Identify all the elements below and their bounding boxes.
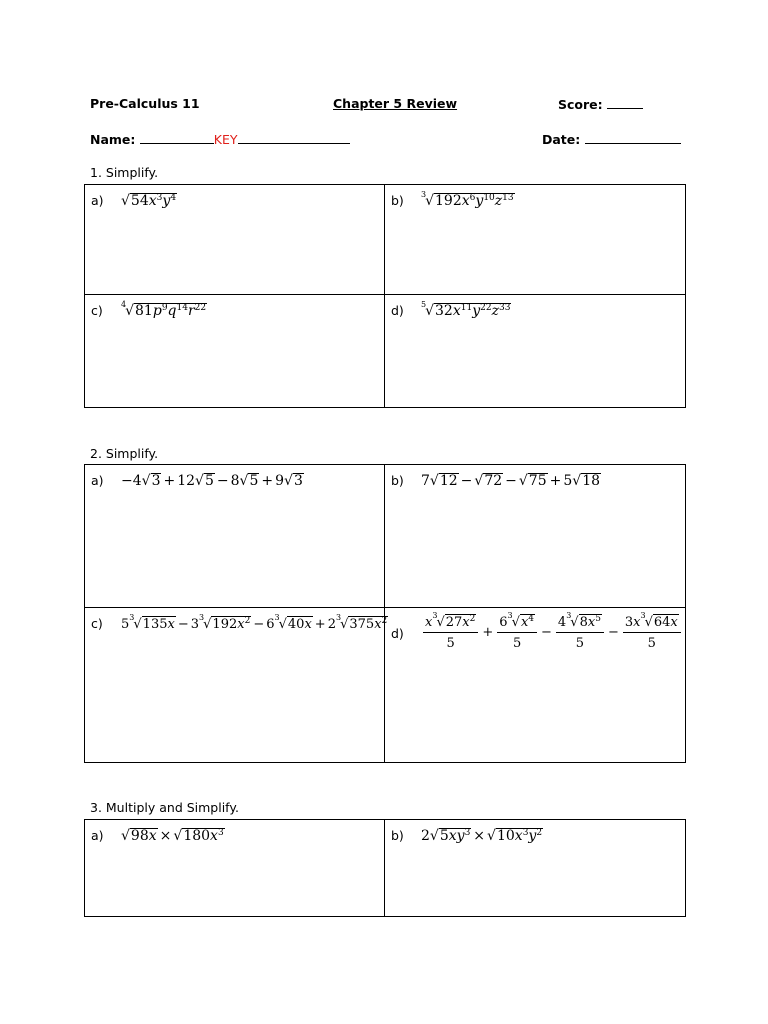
q2a-cell — [85, 465, 385, 608]
q2c-expression: $5^3√135x - 3^3√192x^2 - 6^3√40x + 2^3√375x^2$ — [121, 613, 388, 632]
date-field — [542, 131, 681, 147]
score-field — [558, 96, 643, 112]
q2a-label: a) — [91, 473, 104, 488]
name-blank-left — [140, 131, 214, 144]
q1b-expression: $^3√192x^6y^{10}z^{13}$ — [421, 190, 514, 209]
q1c-expression: $^4√81p^9q^{14}r^{22}$ — [121, 300, 207, 319]
q3a-cell — [85, 820, 385, 917]
score-blank — [607, 96, 643, 109]
q2b-label: b) — [391, 473, 404, 488]
q2d-cell — [385, 608, 686, 763]
q1b-cell — [385, 185, 686, 295]
q1c-label: c) — [91, 303, 103, 318]
section-3-table — [84, 819, 686, 917]
section-1-table — [84, 184, 686, 408]
q1a-label: a) — [91, 193, 104, 208]
q2b-expression: 7√12 − √72 − √75 + 5√18 — [421, 473, 601, 489]
q2a-expression: −4√3 + 12√5 − 8√5 + 9√3 — [121, 473, 303, 489]
q2b-cell — [385, 465, 686, 608]
date-label: Date: — [542, 132, 581, 147]
q1b-label: b) — [391, 193, 404, 208]
q2c-label: c) — [91, 616, 103, 631]
q1a-cell — [85, 185, 385, 295]
q2c-cell — [85, 608, 388, 763]
q2d-term-3: $\frac{4^3√8x^5}{5}$ — [556, 614, 604, 651]
q2d-term-4: $\frac{3x^3√64x}{5}$ — [623, 614, 681, 651]
q2d-term-1: $\frac{x^3√27x^2}{5}$ — [423, 614, 478, 651]
q2d-label: d) — [391, 626, 404, 641]
section-2-title: 2. Simplify. — [90, 446, 159, 461]
q2d-term-2: $\frac{6^3√x^4}{5}$ — [497, 614, 537, 651]
name-field — [90, 131, 350, 147]
name-blank-right — [238, 131, 350, 144]
course-title: Pre-Calculus 11 — [90, 96, 200, 111]
name-label: Name: — [90, 132, 136, 147]
chapter-title: Chapter 5 Review — [333, 96, 458, 111]
q1c-cell — [85, 295, 385, 408]
q3a-label: a) — [91, 828, 104, 843]
section-1-title: 1. Simplify. — [90, 165, 159, 180]
q3b-expression: $2√5xy^3 \times √10x^3y^2$ — [421, 828, 543, 844]
q3b-cell — [385, 820, 686, 917]
score-label: Score: — [558, 97, 603, 112]
q1d-expression: $^5√32x^{11}y^{22}z^{33}$ — [421, 300, 511, 319]
q3b-label: b) — [391, 828, 404, 843]
name-key: KEY — [213, 132, 238, 147]
q1d-cell — [385, 295, 686, 408]
q1d-label: d) — [391, 303, 404, 318]
q2d-expression: $\frac{x^3√27x^2}{5}$ + $\frac{6^3√x^4}{5}$ − $\frac{4^3√8x^5}{5}$ − $\frac{3x^3√64x}{5}$ — [421, 614, 683, 651]
date-blank — [585, 131, 681, 144]
q1a-expression: $√54x^3y^4$ — [121, 193, 177, 209]
section-3-title: 3. Multiply and Simplify. — [90, 800, 239, 815]
q3a-expression: $√98x \times √180x^3$ — [121, 828, 224, 844]
section-2-table — [84, 464, 686, 763]
